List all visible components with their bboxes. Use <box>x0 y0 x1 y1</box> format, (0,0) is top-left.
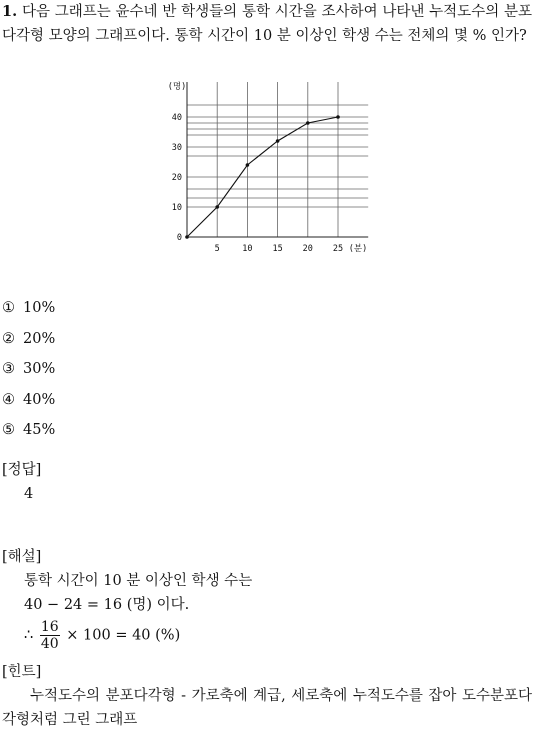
choice-text: 45% <box>23 422 56 438</box>
answer-section <box>2 458 41 506</box>
answer-heading: [정답] <box>2 462 42 478</box>
y-tick-label: 20 <box>171 173 182 183</box>
formula-tail: × 100 = 40 (%) <box>66 627 181 644</box>
x-tick-label: 20 <box>302 244 313 254</box>
x-tick-label: 10 <box>242 244 253 254</box>
therefore-symbol: ∴ <box>24 627 34 644</box>
choice-text: 20% <box>23 330 56 347</box>
data-point <box>336 115 340 119</box>
y-axis-label: (명) <box>167 82 187 92</box>
data-point <box>246 163 250 167</box>
choice-5[interactable] <box>2 415 55 446</box>
explanation-formula <box>2 619 252 652</box>
choice-3[interactable] <box>2 354 55 385</box>
choice-mark: ③ <box>2 361 15 377</box>
question <box>2 0 532 48</box>
question-text: 다음 그래프는 윤수네 반 학생들의 통학 시간을 조사하여 나타낸 누적도수의 분포다각형 모양의 그래프이다. 통학 시간이 10 분 이상인 학생 수는 전체의 몇 % 인가? <box>2 4 533 44</box>
data-point <box>185 235 189 239</box>
data-point <box>215 205 219 209</box>
choice-mark: ⑤ <box>2 422 15 438</box>
data-point <box>306 121 310 125</box>
explanation-line-1: 통학 시간이 10 분 이상인 학생 수는 <box>24 573 253 589</box>
hint-heading: [힌트] <box>2 664 42 680</box>
choice-mark: ④ <box>2 391 15 408</box>
choice-text: 40% <box>23 391 56 408</box>
choice-text: 10% <box>23 300 56 316</box>
choice-2[interactable] <box>2 324 55 355</box>
choice-mark: ② <box>2 330 15 347</box>
explanation-heading: [해설] <box>2 549 42 565</box>
y-tick-label: 10 <box>171 203 182 213</box>
answer-value: 4 <box>24 486 34 502</box>
explanation-line-2: 40 − 24 = 16 (명) 이다. <box>24 597 190 613</box>
y-tick-label: 40 <box>171 113 182 123</box>
fraction-denominator: 40 <box>40 636 59 652</box>
hint-text: 누적도수의 분포다각형 - 가로축에 계급, 세로축에 누적도수를 잡아 도수분포다각형처럼 그린 그래프 <box>2 688 532 728</box>
choice-4[interactable] <box>2 385 55 416</box>
hint-section <box>2 660 532 732</box>
choices-list <box>2 293 55 446</box>
choice-1[interactable] <box>2 293 55 324</box>
x-tick-label: 15 <box>272 244 283 254</box>
fraction <box>40 619 60 652</box>
cumulative-frequency-chart <box>165 80 385 260</box>
x-tick-label: 25 <box>332 244 344 254</box>
data-point <box>276 139 280 143</box>
y-tick-label: 0 <box>176 233 182 243</box>
choice-mark: ① <box>2 300 15 316</box>
fraction-numerator: 16 <box>40 619 59 635</box>
y-tick-label: 30 <box>171 143 182 153</box>
x-tick-label: 5 <box>214 244 220 254</box>
x-axis-label: (분) <box>348 244 368 254</box>
question-number: 1. <box>2 3 18 20</box>
explanation-section <box>2 545 252 652</box>
choice-text: 30% <box>23 361 56 377</box>
